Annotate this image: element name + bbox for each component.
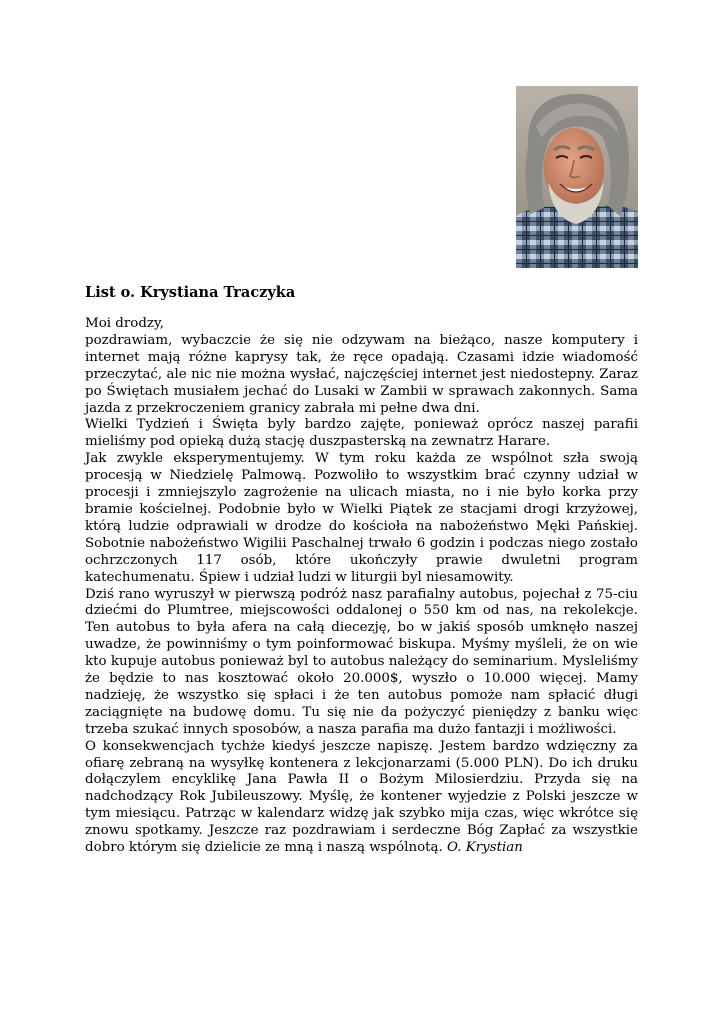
letter-paragraph: Dziś rano wyruszył w pierwszą podróż nasz parafialny autobus, pojechał z 75-ciu dziećmi do Plumtree, miejscowości oddalonej o 550 km od nas, na rekolekcje. Ten autobus to była afera na całą diecezję, bo w jakiś sposób umknęło naszej uwadze, że powinniśmy o tym poinformować biskupa. Myśmy myśleli, że on wie kto kupuje autobus ponieważ byl to autobus należący do seminarium. Mysleliśmy że będzie to nas kosztować około 20.000$, wyszło o 10.000 więcej. Mamy nadzieję, że wszystko się spłaci i że ten autobus pomoże nam spłacić długi zaciągnięte na budowę domu. Tu się nie da pożyczyć pieniędzy z banku więc trzeba szukać innych sposobów, a nasza parafia ma dużo fantazji i możliwości.: [85, 586, 638, 737]
author-portrait-photo: [516, 86, 638, 268]
letter-paragraph-final: [85, 739, 638, 857]
letter-body: [85, 316, 638, 857]
letter-signature: O. Krystian: [447, 840, 523, 856]
letter-paragraph: pozdrawiam, wybaczcie że się nie odzywam na bieżąco, nasze komputery i internet mają różne kaprysy tak, że ręce opadają. Czasami idzie wiadomość przeczytać, ale nic nie można wysłać, najczęściej internet jest niedostepny. Zaraz po Świętach musiałem jechać do Lusaki w Zambii w sprawach zakonnych. Sama jazda z przekroczeniem granicy zabrała mi pełne dwa dni.: [85, 332, 638, 416]
letter-paragraph: Wielki Tydzień i Święta byly bardzo zajęte, ponieważ oprócz naszej parafii mieliśmy pod opieką dużą stację duszpasterską na zewnatrz Harare.: [85, 417, 638, 450]
portrait-illustration: [516, 86, 638, 268]
letter-paragraph-text: O konsekwencjach tychże kiedyś jeszcze napiszę. Jestem bardzo wdzięczny za ofiarę zebraną na wysyłkę kontenera z lekcjonarzami (5.000 PLN). Do ich druku dołączylem encyklikę Jana Pawła II o Bożym Milosierdziu. Przyda się na nadchodzący Rok Jubileuszowy. Myślę, że kontener wyjedzie z Polski jeszcze w tym miesiącu. Patrząc w kalendarz widzę jak szybko mija czas, więc wkrótce się znowu spotkamy. Jeszcze raz pozdrawiam i serdeczne Bóg Zapłać za wszystkie dobro którym się dzielicie ze mną i naszą wspólnotą.: [85, 738, 638, 856]
letter-paragraph: Jak zwykle eksperymentujemy. W tym roku każda ze wspólnot szła swoją procesją w Niedzielę Palmową. Pozwoliło to wszystkim brać czynny udział w procesji i zmniejszylo zagrożenie na ulicach miasta, no i nie było korka przy bramie kościelnej. Podobnie było w Wielki Piątek ze stacjami drogi krzyżowej, którą ludzie odprawiali w drodze do kościoła na nabożeństwo Męki Pańskiej. Sobotnie nabożeństwo Wigilii Paschalnej trwało 6 godzin i podczas niego zostało ochrzczonych 117 osób, które ukończyły prawie dwuletni program katechumenatu. Śpiew i udział ludzi w liturgii byl niesamowity.: [85, 451, 638, 585]
letter-greeting: Moi drodzy,: [85, 316, 165, 331]
letter-title: List o. Krystiana Traczyka: [85, 284, 296, 301]
